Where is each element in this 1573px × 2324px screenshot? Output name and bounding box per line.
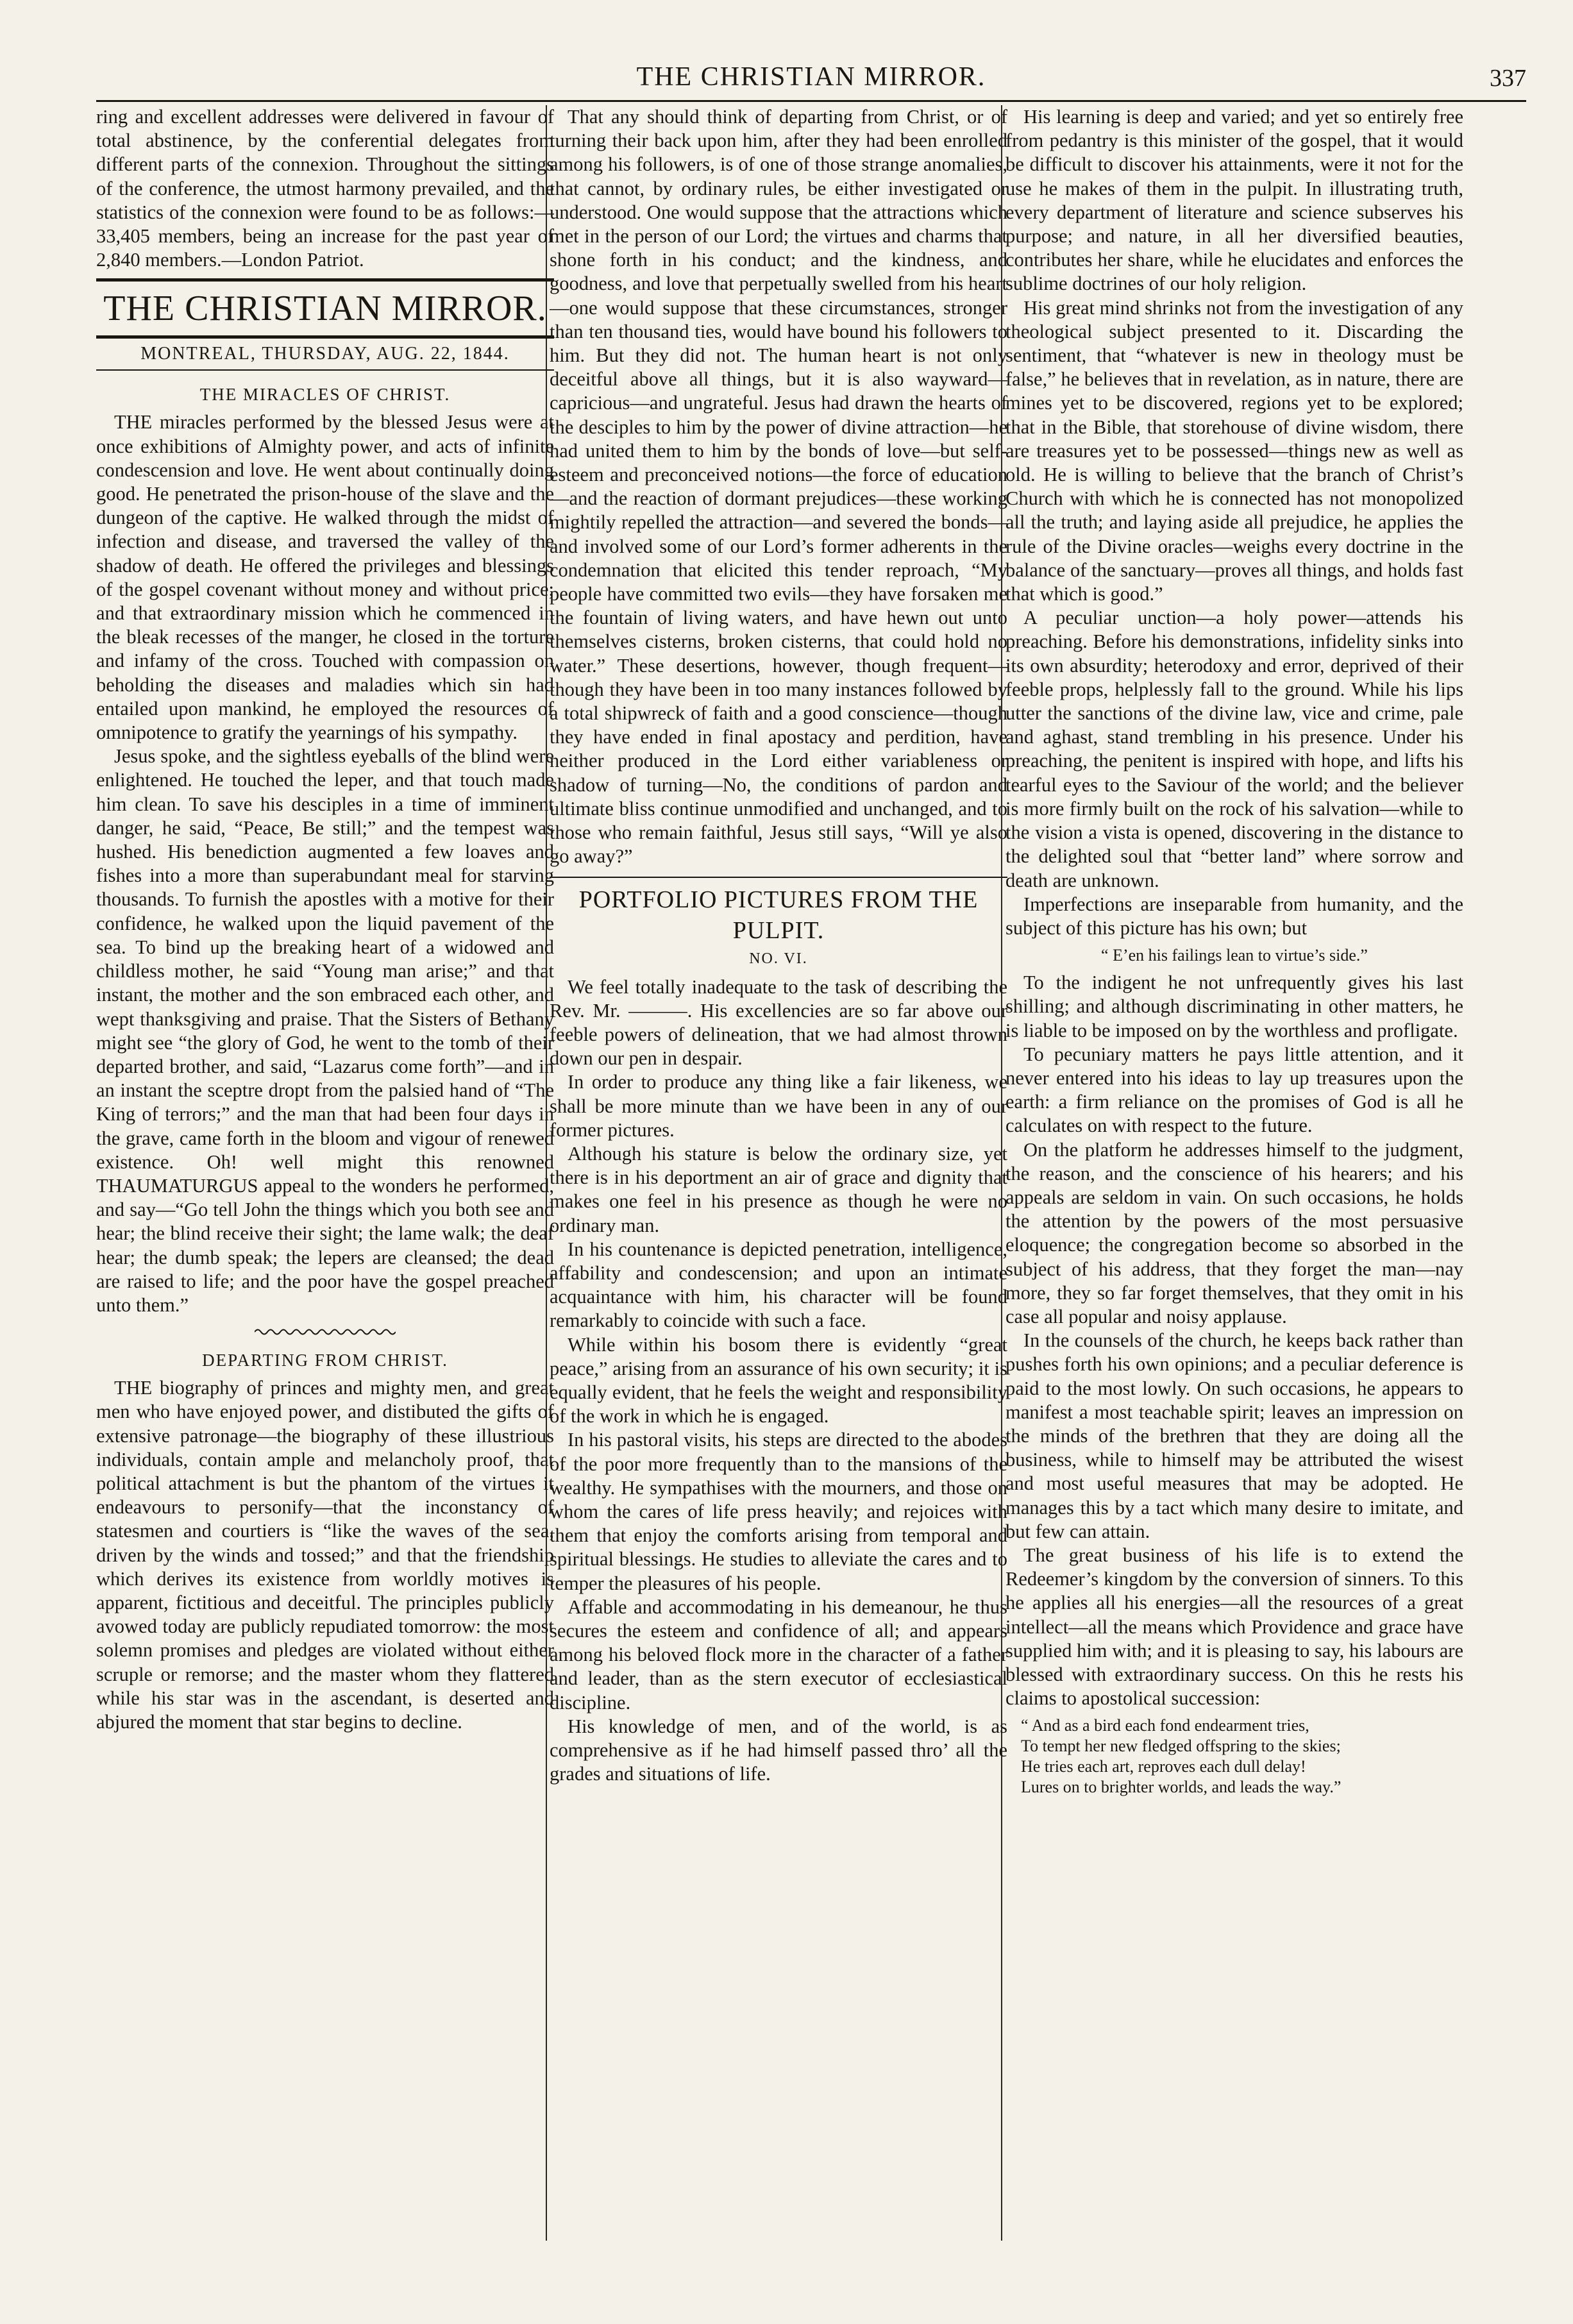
article-paragraph: His knowledge of men, and of the world, is as comprehensive as if he had himself passed thro’ all the grades and situations of life.: [550, 1715, 1007, 1785]
section-rule: [550, 877, 1007, 878]
running-title: THE CHRISTIAN MIRROR.: [636, 62, 986, 92]
poem: [1021, 1715, 1463, 1798]
article-paragraph: We feel totally inadequate to the task of describing the Rev. Mr. ———. His excellencies are so far above our feeble powers of delineation, that we had almost thrown down our pen in despair.: [550, 975, 1007, 1070]
column-2: [550, 105, 1007, 2241]
column-1: [96, 105, 554, 2241]
header-rule: [96, 100, 1526, 102]
article-paragraph: Affable and accommodating in his demeanour, he thus secures the esteem and confidence of all; and appears among his beloved flock more in the character of a father and leader, than as the stern executor of ecclesiastical discipline.: [550, 1596, 1007, 1714]
article-paragraph: While within his bosom there is evidently “great peace,” arising from an assurance of his own security; it is equally evident, that he feels the weight and responsibility of the work in which he is engaged.: [550, 1333, 1007, 1427]
article-paragraph: To pecuniary matters he pays little attention, and it never entered into his ideas to lay up treasures upon the earth: a firm reliance on the promises of God is all he calculates on with respect to the future.: [1005, 1043, 1463, 1137]
dateline-rule: [96, 369, 554, 371]
article-paragraph: On the platform he addresses himself to the judgment, the reason, and the conscience of his hearers; and his appeals are seldom in vain. On such occasions, he holds the attention by the powers of the most persuasive eloquence; the congregation become so absorbed in the subject of his address, that they forget the man—nay more, they so far forget themselves, that they omit in his case all popular and noisy applause.: [1005, 1138, 1463, 1327]
article-paragraph: In order to produce any thing like a fair likeness, we shall be more minute than we have been in any of our former pictures.: [550, 1071, 1007, 1141]
article-paragraph: Imperfections are inseparable from humanity, and the subject of this picture has his own; but: [1005, 893, 1463, 939]
article-heading: PORTFOLIO PICTURES FROM THE PULPIT.: [578, 886, 979, 944]
article-paragraph: That any should think of departing from Christ, or of turning their back upon him, after they had been enrolled among his followers, is of one of those strange anomalies, that cannot, by ordinary rules, be either investigated or understood. One would suppose that the attractions which met in the person of our Lord; the virtues and charms that shone forth in his conduct; and the kindness, and goodness, and love that perpetually swelled from his heart—one would suppose that these circumstances, stronger than ten thousand ties, would have bound his followers to him. But they did not. The human heart is not only deceitful above all things, but it is also wayward—capricious—and ungrateful. Jesus had drawn the hearts of the desciples to him by the power of divine attraction—he had united them to him by the bonds of love—but self-esteem and preconceived notions—the force of education—and the reaction of dormant prejudices—these working mightily repelled the attraction—and severed the bonds—and involved some of our Lord’s former adherents in the condemnation that elicited this tender reproach, “My people have committed two evils—they have forsaken me the fountain of living waters, and have hewn out unto themselves cisterns, broken cisterns, that could hold no water.” These desertions, however, though frequent—though they have been in too many instances followed by a total shipwreck of faith and a good conscience—though they have ended in final apostacy and perdition, have neither produced in the Lord either variableness or shadow of turning—No, the conditions of pardon and ultimate bliss continue unmodified and unchanged, and to those who remain faithful, Jesus still says, “Will ye also go away?”: [550, 106, 1007, 868]
article-paragraph: THE miracles performed by the blessed Jesus were at once exhibitions of Almighty power, and acts of infinite condescension and love. He went about continually doing good. He penetrated the prison-house of the slave and the dungeon of the captive. He walked through the midst of infection and disease, and traversed the valley of the shadow of death. He offered the privileges and blessings of the gospel covenant without money and without price; and that extraordinary mission which he commenced in the bleak recesses of the manger, he closed in the torture and infamy of the cross. Touched with compassion on beholding the diseases and maladies which sin had entailed upon mankind, he employed the resources of omnipotence to gratify the yearnings of his sympathy.: [96, 411, 554, 744]
masthead-title: THE CHRISTIAN MIRROR.: [103, 289, 547, 329]
column-3: [1005, 105, 1463, 2241]
article-paragraph: Jesus spoke, and the sightless eyeballs of the blind were enlightened. He touched the leper, and that touch made him clean. To save his desciples in a time of imminent danger, he said, “Peace, Be still;” and the tempest was hushed. His benediction augmented a few loaves and fishes into a more than superabundant meal for starving thousands. To furnish the apostles with a motive for their confidence, he walked upon the liquid pavement of the sea. To bind up the breaking heart of a widowed and childless mother, he said “Young man arise;” and that instant, the mother and the son embraced each other, and wept thanksgiving and praise. That the Sisters of Bethany might see “the glory of God, he went to the tomb of their departed brother, and said, “Lazarus come forth”—and in an instant the sceptre dropt from the palsied hand of “The King of terrors;” and the man that had been four days in the grave, came forth in the bloom and vigour of renewed existence. Oh! well might this renowned THAUMATURGUS appeal to the wonders he performed, and say—“Go tell John the things which you both see and hear; the blind receive their sight; the lame walk; the deaf hear; the dumb speak; the lepers are cleansed; the dead are raised to life; and the poor have the gospel preached unto them.”: [96, 745, 554, 1316]
poem-line: To tempt her new fledged offspring to the skies;: [1021, 1737, 1341, 1756]
continuation-paragraph: ring and excellent addresses were delivered in favour of total abstinence, by the conferential delegates from different parts of the connexion. Throughout the sittings of the conference, the utmost harmony prevailed, and the statistics of the connexion were found to be as follows:—33,405 members, being an increase for the past year of 2,840 members.—London Patriot.: [96, 106, 554, 271]
masthead-rule: [96, 278, 554, 282]
poem-line: Lures on to brighter worlds, and leads the way.”: [1021, 1778, 1342, 1797]
article-paragraph: To the indigent he not unfrequently gives his last shilling; and although discriminating in other matters, he is liable to be imposed on by the worthless and profligate.: [1005, 972, 1463, 1041]
dateline: MONTREAL, THURSDAY, AUG. 22, 1844.: [140, 344, 510, 364]
article-paragraph: In his countenance is depicted penetration, intelligence, affability and condescension; and upon an intimate acquaintance with him, his character will be found remarkably to coincide with such a face.: [550, 1238, 1007, 1332]
article-heading: DEPARTING FROM CHRIST.: [202, 1351, 448, 1370]
article-paragraph: A peculiar unction—a holy power—attends his preaching. Before his demonstrations, infidelity sinks into its own absurdity; heterodoxy and error, deprived of their feeble props, helplessly fall to the ground. While his lips utter the sanctions of the divine law, vice and crime, pale and aghast, stand trembling in his presence. Under his preaching, the penitent is inspired with hope, and lifts his tearful eyes to the Saviour of the world; and the believer is more firmly built on the rock of his salvation—while to the vision a vista is opened, discovering in the distance to the delighted soul that “better land” where sorrow and death are unknown.: [1005, 607, 1463, 891]
article-paragraph: The great business of his life is to extend the Redeemer’s kingdom by the conversion of sinners. To this he applies all his energies—all the resources of a great intellect—all the means which Providence and grace have supplied him with; and it is pleasing to say, his labours are blessed with extraordinary success. On this he rests his claims to apostolical succession:: [1005, 1544, 1463, 1710]
article-paragraph: In the counsels of the church, he keeps back rather than pushes forth his own opinions; and a peculiar deference is paid to the most lowly. On such occasions, he appears to manifest a most teachable spirit; leaves an impression on the minds of the brethren that they are doing all the business, while to himself may be attributed the wisest and most useful measures that may be adopted. He manages this by a tact which many desire to imitate, and but few can attain.: [1005, 1329, 1463, 1542]
article-paragraph: THE biography of princes and mighty men, and great men who have enjoyed power, and distibuted the gifts of extensive patronage—the biography of these illustrious individuals, contain ample and melancholy proof, that political attachment is but the phantom of the virtues it endeavours to personify—that the inconstancy of statesmen and courtiers is “like the waves of the sea, driven by the winds and tossed;” and that the friendship which derives its existence from worldly motives is apparent, fictitious and deceitful. The principles publicly avowed today are publicly repudiated tomorrow: the most solemn promises and pledges are violated without either scruple or remorse; and the master whom they flattered while his star was in the ascendant, is deserted and abjured the moment that star begins to decline.: [96, 1377, 554, 1733]
quotation: “ E’en his failings lean to virtue’s side.”: [1101, 946, 1368, 965]
masthead-rule: [96, 335, 554, 339]
ornament-divider: [255, 1327, 396, 1336]
article-number: NO. VI.: [749, 950, 808, 967]
article-heading: THE MIRACLES OF CHRIST.: [199, 385, 451, 405]
poem-line: He tries each art, reproves each dull delay!: [1021, 1757, 1306, 1776]
article-paragraph: Although his stature is below the ordinary size, yet there is in his deportment an air of grace and dignity that makes one feel in his presence as though he were no ordinary man.: [550, 1142, 1007, 1236]
article-paragraph: In his pastoral visits, his steps are directed to the abodes of the poor more frequently than to the mansions of the wealthy. He sympathises with the mourners, and those on whom the cares of life press heavily; and rejoices with them that enjoy the comforts arising from temporal and spiritual blessings. He studies to alleviate the cares and to temper the pleasures of his people.: [550, 1429, 1007, 1594]
poem-line: “ And as a bird each fond endearment tries,: [1021, 1716, 1309, 1735]
article-paragraph: His great mind shrinks not from the investigation of any theological subject presented to it. Discarding the sentiment, that “whatever is new in theology must be false,” he believes that in revelation, as in nature, there are mines yet to be discovered, regions yet to be explored; that in the Bible, that storehouse of divine wisdom, there are treasures yet to be possessed—things new as well as old. He is willing to believe that the branch of Christ’s Church with which he is connected has not monopolized all the truth; and laying aside all prejudice, he applies the rule of the Divine oracles—weighs every doctrine in the balance of the sanctuary—proves all things, and holds fast that which is good.”: [1005, 296, 1463, 605]
article-paragraph: His learning is deep and varied; and yet so entirely free from pedantry is this minister of the gospel, that it would be difficult to discover his attainments, were it not for the use he makes of them in the pulpit. In illustrating truth, every department of literature and science subserves his purpose; and nature, in all her diversified beauties, contributes her share, while he elucidates and enforces the sublime doctrines of our holy religion.: [1005, 106, 1463, 295]
page-number: 337: [1490, 65, 1526, 92]
running-head: [96, 62, 1526, 100]
